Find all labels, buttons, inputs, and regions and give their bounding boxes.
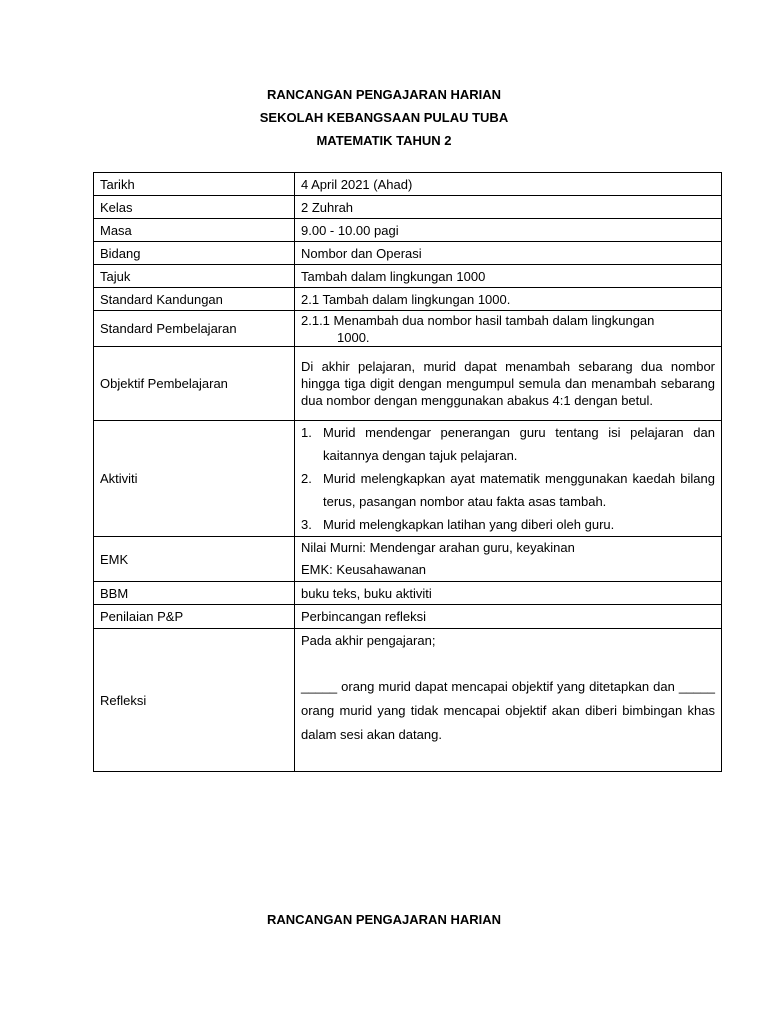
value-standard-pembelajaran bbox=[295, 311, 722, 347]
value-objektif: Di akhir pelajaran, murid dapat menambah sebarang dua nombor hingga tiga digit dengan mengumpul semula dan menambah sebarang dua nombor dengan menggunakan abakus 4:1 dengan betul. bbox=[295, 347, 722, 421]
label-tajuk: Tajuk bbox=[94, 265, 295, 288]
label-refleksi: Refleksi bbox=[94, 629, 295, 772]
table-row-masa bbox=[94, 219, 722, 242]
aktiviti-item bbox=[301, 513, 715, 536]
value-tajuk: Tambah dalam lingkungan 1000 bbox=[295, 265, 722, 288]
value-masa: 9.00 - 10.00 pagi bbox=[295, 219, 722, 242]
aktiviti-item-number: 2. bbox=[301, 471, 312, 486]
value-tarikh: 4 April 2021 (Ahad) bbox=[295, 173, 722, 196]
aktiviti-item-text: Murid melengkapkan ayat matematik menggunakan kaedah bilang terus, pasangan nombor atau fakta asas tambah. bbox=[323, 471, 715, 509]
next-page-title: RANCANGAN PENGAJARAN HARIAN bbox=[266, 912, 501, 927]
table-row-standard-pembelajaran bbox=[94, 311, 722, 347]
value-penilaian: Perbincangan refleksi bbox=[295, 605, 722, 629]
table-row-refleksi bbox=[94, 629, 722, 772]
aktiviti-item-number: 1. bbox=[301, 425, 312, 440]
label-objektif: Objektif Pembelajaran bbox=[94, 347, 295, 421]
table-row-aktiviti bbox=[94, 421, 722, 537]
label-tarikh: Tarikh bbox=[94, 173, 295, 196]
aktiviti-item-text: Murid melengkapkan latihan yang diberi oleh guru. bbox=[323, 517, 615, 532]
aktiviti-item-number: 3. bbox=[301, 517, 312, 532]
label-masa: Masa bbox=[94, 219, 295, 242]
label-bidang: Bidang bbox=[94, 242, 295, 265]
value-bbm: buku teks, buku aktiviti bbox=[295, 582, 722, 605]
document-title: RANCANGAN PENGAJARAN HARIAN bbox=[266, 87, 501, 102]
label-bbm: BBM bbox=[94, 582, 295, 605]
emk-nilai-murni: Nilai Murni: Mendengar arahan guru, keyakinan bbox=[301, 540, 575, 555]
table-row-penilaian bbox=[94, 605, 722, 629]
table-row-tajuk bbox=[94, 265, 722, 288]
value-refleksi bbox=[295, 629, 722, 772]
table-row-standard-kandungan bbox=[94, 288, 722, 311]
value-standard-kandungan: 2.1 Tambah dalam lingkungan 1000. bbox=[295, 288, 722, 311]
table-row-kelas bbox=[94, 196, 722, 219]
emk-keusahawanan: EMK: Keusahawanan bbox=[301, 562, 427, 577]
value-aktiviti bbox=[295, 421, 722, 537]
standard-pembelajaran-line1: 2.1.1 Menambah dua nombor hasil tambah dalam lingkungan bbox=[301, 312, 655, 328]
label-penilaian: Penilaian P&P bbox=[94, 605, 295, 629]
value-emk bbox=[295, 537, 722, 582]
subject-heading: MATEMATIK TAHUN 2 bbox=[316, 133, 452, 148]
refleksi-body: _____ orang murid dapat mencapai objektif yang ditetapkan dan _____ orang murid yang tidak mencapai objektif akan diberi bimbingan khas dalam sesi akan datang. bbox=[301, 679, 715, 742]
label-aktiviti: Aktiviti bbox=[94, 421, 295, 537]
aktiviti-item bbox=[301, 467, 715, 513]
aktiviti-item bbox=[301, 421, 715, 467]
label-standard-kandungan: Standard Kandungan bbox=[94, 288, 295, 311]
label-kelas: Kelas bbox=[94, 196, 295, 219]
value-bidang: Nombor dan Operasi bbox=[295, 242, 722, 265]
table-row-bbm bbox=[94, 582, 722, 605]
label-emk: EMK bbox=[94, 537, 295, 582]
table-row-tarikh bbox=[94, 173, 722, 196]
standard-pembelajaran-line2: 1000. bbox=[337, 329, 370, 345]
table-row-emk bbox=[94, 537, 722, 582]
table-row-objektif bbox=[94, 347, 722, 421]
table-row-bidang bbox=[94, 242, 722, 265]
label-standard-pembelajaran: Standard Pembelajaran bbox=[94, 311, 295, 347]
aktiviti-list bbox=[301, 421, 715, 536]
aktiviti-item-text: Murid mendengar penerangan guru tentang isi pelajaran dan kaitannya dengan tajuk pelajaran. bbox=[323, 425, 715, 463]
lesson-plan-table bbox=[93, 172, 722, 772]
value-kelas: 2 Zuhrah bbox=[295, 196, 722, 219]
school-name: SEKOLAH KEBANGSAAN PULAU TUBA bbox=[259, 110, 509, 125]
refleksi-intro: Pada akhir pengajaran; bbox=[301, 633, 436, 648]
